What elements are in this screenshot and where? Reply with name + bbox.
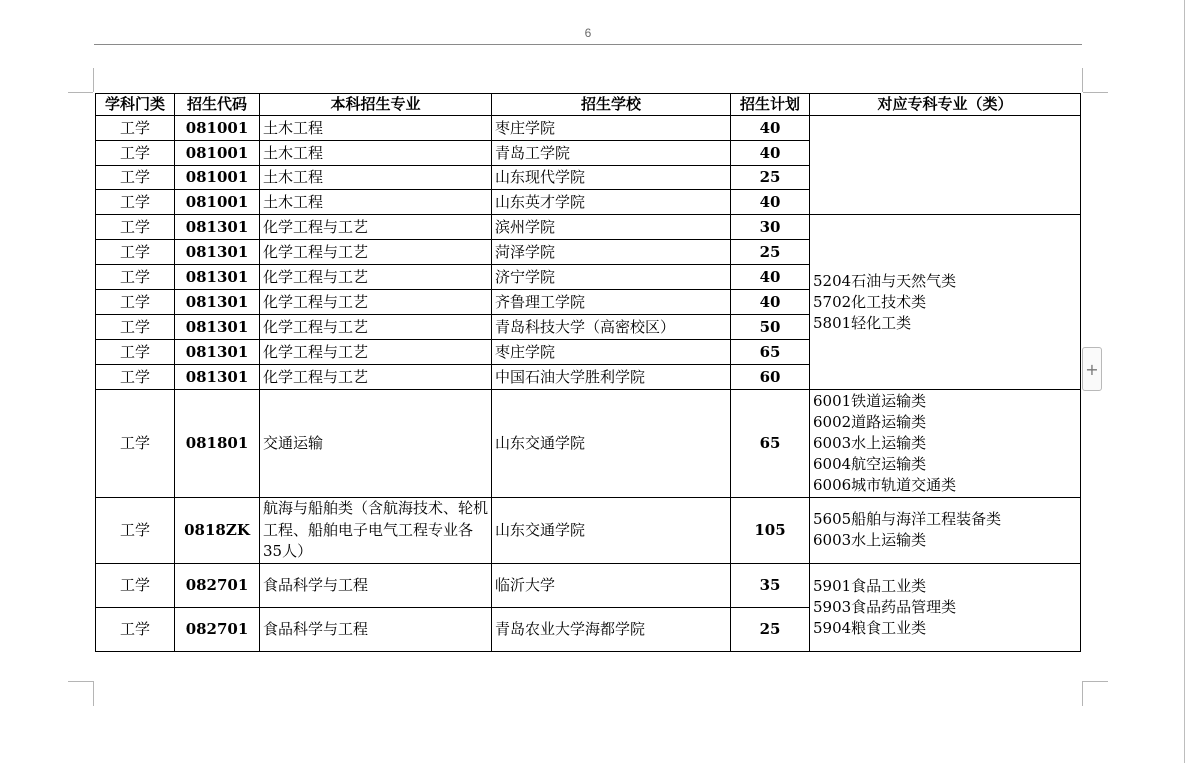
cell-school: 临沂大学 xyxy=(492,563,731,607)
cell-school: 中国石油大学胜利学院 xyxy=(492,365,731,390)
cell-category: 工学 xyxy=(96,365,175,390)
related-item: 6001铁道运输类 xyxy=(813,392,927,410)
cell-major: 化学工程与工艺 xyxy=(260,315,492,340)
crop-mark-top-right xyxy=(1082,68,1083,92)
cell-category: 工学 xyxy=(96,240,175,265)
cell-category: 工学 xyxy=(96,340,175,365)
cell-school: 齐鲁理工学院 xyxy=(492,290,731,315)
related-item: 5901食品工业类 xyxy=(813,576,927,595)
cell-plan: 50 xyxy=(731,315,810,340)
cell-code: 0818ZK xyxy=(175,498,260,564)
cell-code: 081001 xyxy=(175,141,260,166)
cell-school: 枣庄学院 xyxy=(492,340,731,365)
related-item: 6004航空运输类 xyxy=(813,455,927,473)
header-school: 招生学校 xyxy=(492,94,731,116)
related-item: 6003水上运输类 xyxy=(813,434,927,452)
header-major: 本科招生专业 xyxy=(260,94,492,116)
cell-related-empty xyxy=(810,116,1081,215)
cell-code: 081301 xyxy=(175,365,260,390)
cell-major: 航海与船舶类（含航海技术、轮机工程、船舶电子电气工程专业各35人） xyxy=(260,498,492,564)
cell-plan: 35 xyxy=(731,563,810,607)
cell-plan: 40 xyxy=(731,116,810,141)
cell-code: 081301 xyxy=(175,240,260,265)
cell-plan: 40 xyxy=(731,190,810,215)
cell-category: 工学 xyxy=(96,141,175,166)
cell-code: 081301 xyxy=(175,315,260,340)
cell-major: 食品科学与工程 xyxy=(260,563,492,607)
cell-category: 工学 xyxy=(96,498,175,564)
cell-category: 工学 xyxy=(96,215,175,240)
cell-category: 工学 xyxy=(96,390,175,498)
cell-code: 081301 xyxy=(175,215,260,240)
related-item: 5702化工技术类 xyxy=(813,292,927,311)
cell-school: 山东交通学院 xyxy=(492,498,731,564)
table-row xyxy=(96,116,1081,141)
page-number: 6 xyxy=(584,26,592,40)
cell-related xyxy=(810,390,1081,498)
cell-category: 工学 xyxy=(96,607,175,651)
related-item: 5903食品药品管理类 xyxy=(813,597,957,616)
cell-plan: 25 xyxy=(731,240,810,265)
cell-plan: 60 xyxy=(731,365,810,390)
cell-plan: 65 xyxy=(731,340,810,365)
table-row xyxy=(96,498,1081,564)
cell-category: 工学 xyxy=(96,290,175,315)
cell-plan: 30 xyxy=(731,215,810,240)
cell-code: 082701 xyxy=(175,607,260,651)
cell-plan: 40 xyxy=(731,141,810,166)
related-item: 5801轻化工类 xyxy=(813,313,912,332)
cell-category: 工学 xyxy=(96,563,175,607)
cell-code: 081301 xyxy=(175,290,260,315)
cell-plan: 40 xyxy=(731,265,810,290)
cell-plan: 40 xyxy=(731,290,810,315)
cell-category: 工学 xyxy=(96,315,175,340)
cell-major: 化学工程与工艺 xyxy=(260,340,492,365)
cell-school: 济宁学院 xyxy=(492,265,731,290)
cell-major: 化学工程与工艺 xyxy=(260,215,492,240)
cell-code: 081301 xyxy=(175,340,260,365)
cell-school: 山东英才学院 xyxy=(492,190,731,215)
cell-category: 工学 xyxy=(96,265,175,290)
cell-code: 081001 xyxy=(175,190,260,215)
table-row xyxy=(96,215,1081,240)
cell-major: 交通运输 xyxy=(260,390,492,498)
cell-plan: 65 xyxy=(731,390,810,498)
cell-school: 枣庄学院 xyxy=(492,116,731,141)
cell-category: 工学 xyxy=(96,190,175,215)
cell-category: 工学 xyxy=(96,116,175,141)
add-icon[interactable]: + xyxy=(1082,347,1102,391)
cell-code: 082701 xyxy=(175,563,260,607)
cell-major: 土木工程 xyxy=(260,141,492,166)
cell-school: 青岛工学院 xyxy=(492,141,731,166)
cell-related xyxy=(810,498,1081,564)
cell-related xyxy=(810,215,1081,390)
header-related: 对应专科专业（类） xyxy=(810,94,1081,116)
cell-plan: 105 xyxy=(731,498,810,564)
cell-plan: 25 xyxy=(731,607,810,651)
header-code: 招生代码 xyxy=(175,94,260,116)
cell-code: 081801 xyxy=(175,390,260,498)
crop-mark-top-left xyxy=(93,68,94,92)
cell-school: 山东交通学院 xyxy=(492,390,731,498)
cell-major: 化学工程与工艺 xyxy=(260,290,492,315)
related-item: 5605船舶与海洋工程装备类 xyxy=(813,510,1002,529)
header-category: 学科门类 xyxy=(96,94,175,116)
cell-plan: 25 xyxy=(731,166,810,190)
crop-mark-bottom-left xyxy=(93,681,94,706)
header-plan: 招生计划 xyxy=(731,94,810,116)
enrollment-table xyxy=(95,93,1081,652)
crop-mark-top-right-h xyxy=(1083,92,1108,93)
cell-school: 滨州学院 xyxy=(492,215,731,240)
cell-code: 081301 xyxy=(175,265,260,290)
cell-code: 081001 xyxy=(175,166,260,190)
cell-school: 菏泽学院 xyxy=(492,240,731,265)
cell-code: 081001 xyxy=(175,116,260,141)
cell-school: 青岛农业大学海都学院 xyxy=(492,607,731,651)
table-row xyxy=(96,563,1081,607)
crop-mark-top-left-h xyxy=(68,92,93,93)
cell-school: 山东现代学院 xyxy=(492,166,731,190)
cell-related xyxy=(810,563,1081,651)
crop-mark-bottom-left-h xyxy=(68,681,93,682)
header-rule xyxy=(94,44,1082,45)
cell-major: 化学工程与工艺 xyxy=(260,265,492,290)
cell-major: 土木工程 xyxy=(260,166,492,190)
cell-category: 工学 xyxy=(96,166,175,190)
related-item: 6002道路运输类 xyxy=(813,413,927,431)
related-item: 6006城市轨道交通类 xyxy=(813,476,957,494)
related-item: 5904粮食工业类 xyxy=(813,618,927,637)
cell-major: 土木工程 xyxy=(260,190,492,215)
cell-major: 食品科学与工程 xyxy=(260,607,492,651)
page-edge xyxy=(1184,0,1185,763)
table-header-row xyxy=(96,94,1081,116)
cell-major: 化学工程与工艺 xyxy=(260,365,492,390)
crop-mark-bottom-right xyxy=(1082,681,1083,706)
cell-school: 青岛科技大学（高密校区） xyxy=(492,315,731,340)
cell-major: 化学工程与工艺 xyxy=(260,240,492,265)
cell-major: 土木工程 xyxy=(260,116,492,141)
crop-mark-bottom-right-h xyxy=(1083,681,1108,682)
related-item: 5204石油与天然气类 xyxy=(813,271,957,290)
related-item: 6003水上运输类 xyxy=(813,531,927,550)
table-row xyxy=(96,390,1081,498)
